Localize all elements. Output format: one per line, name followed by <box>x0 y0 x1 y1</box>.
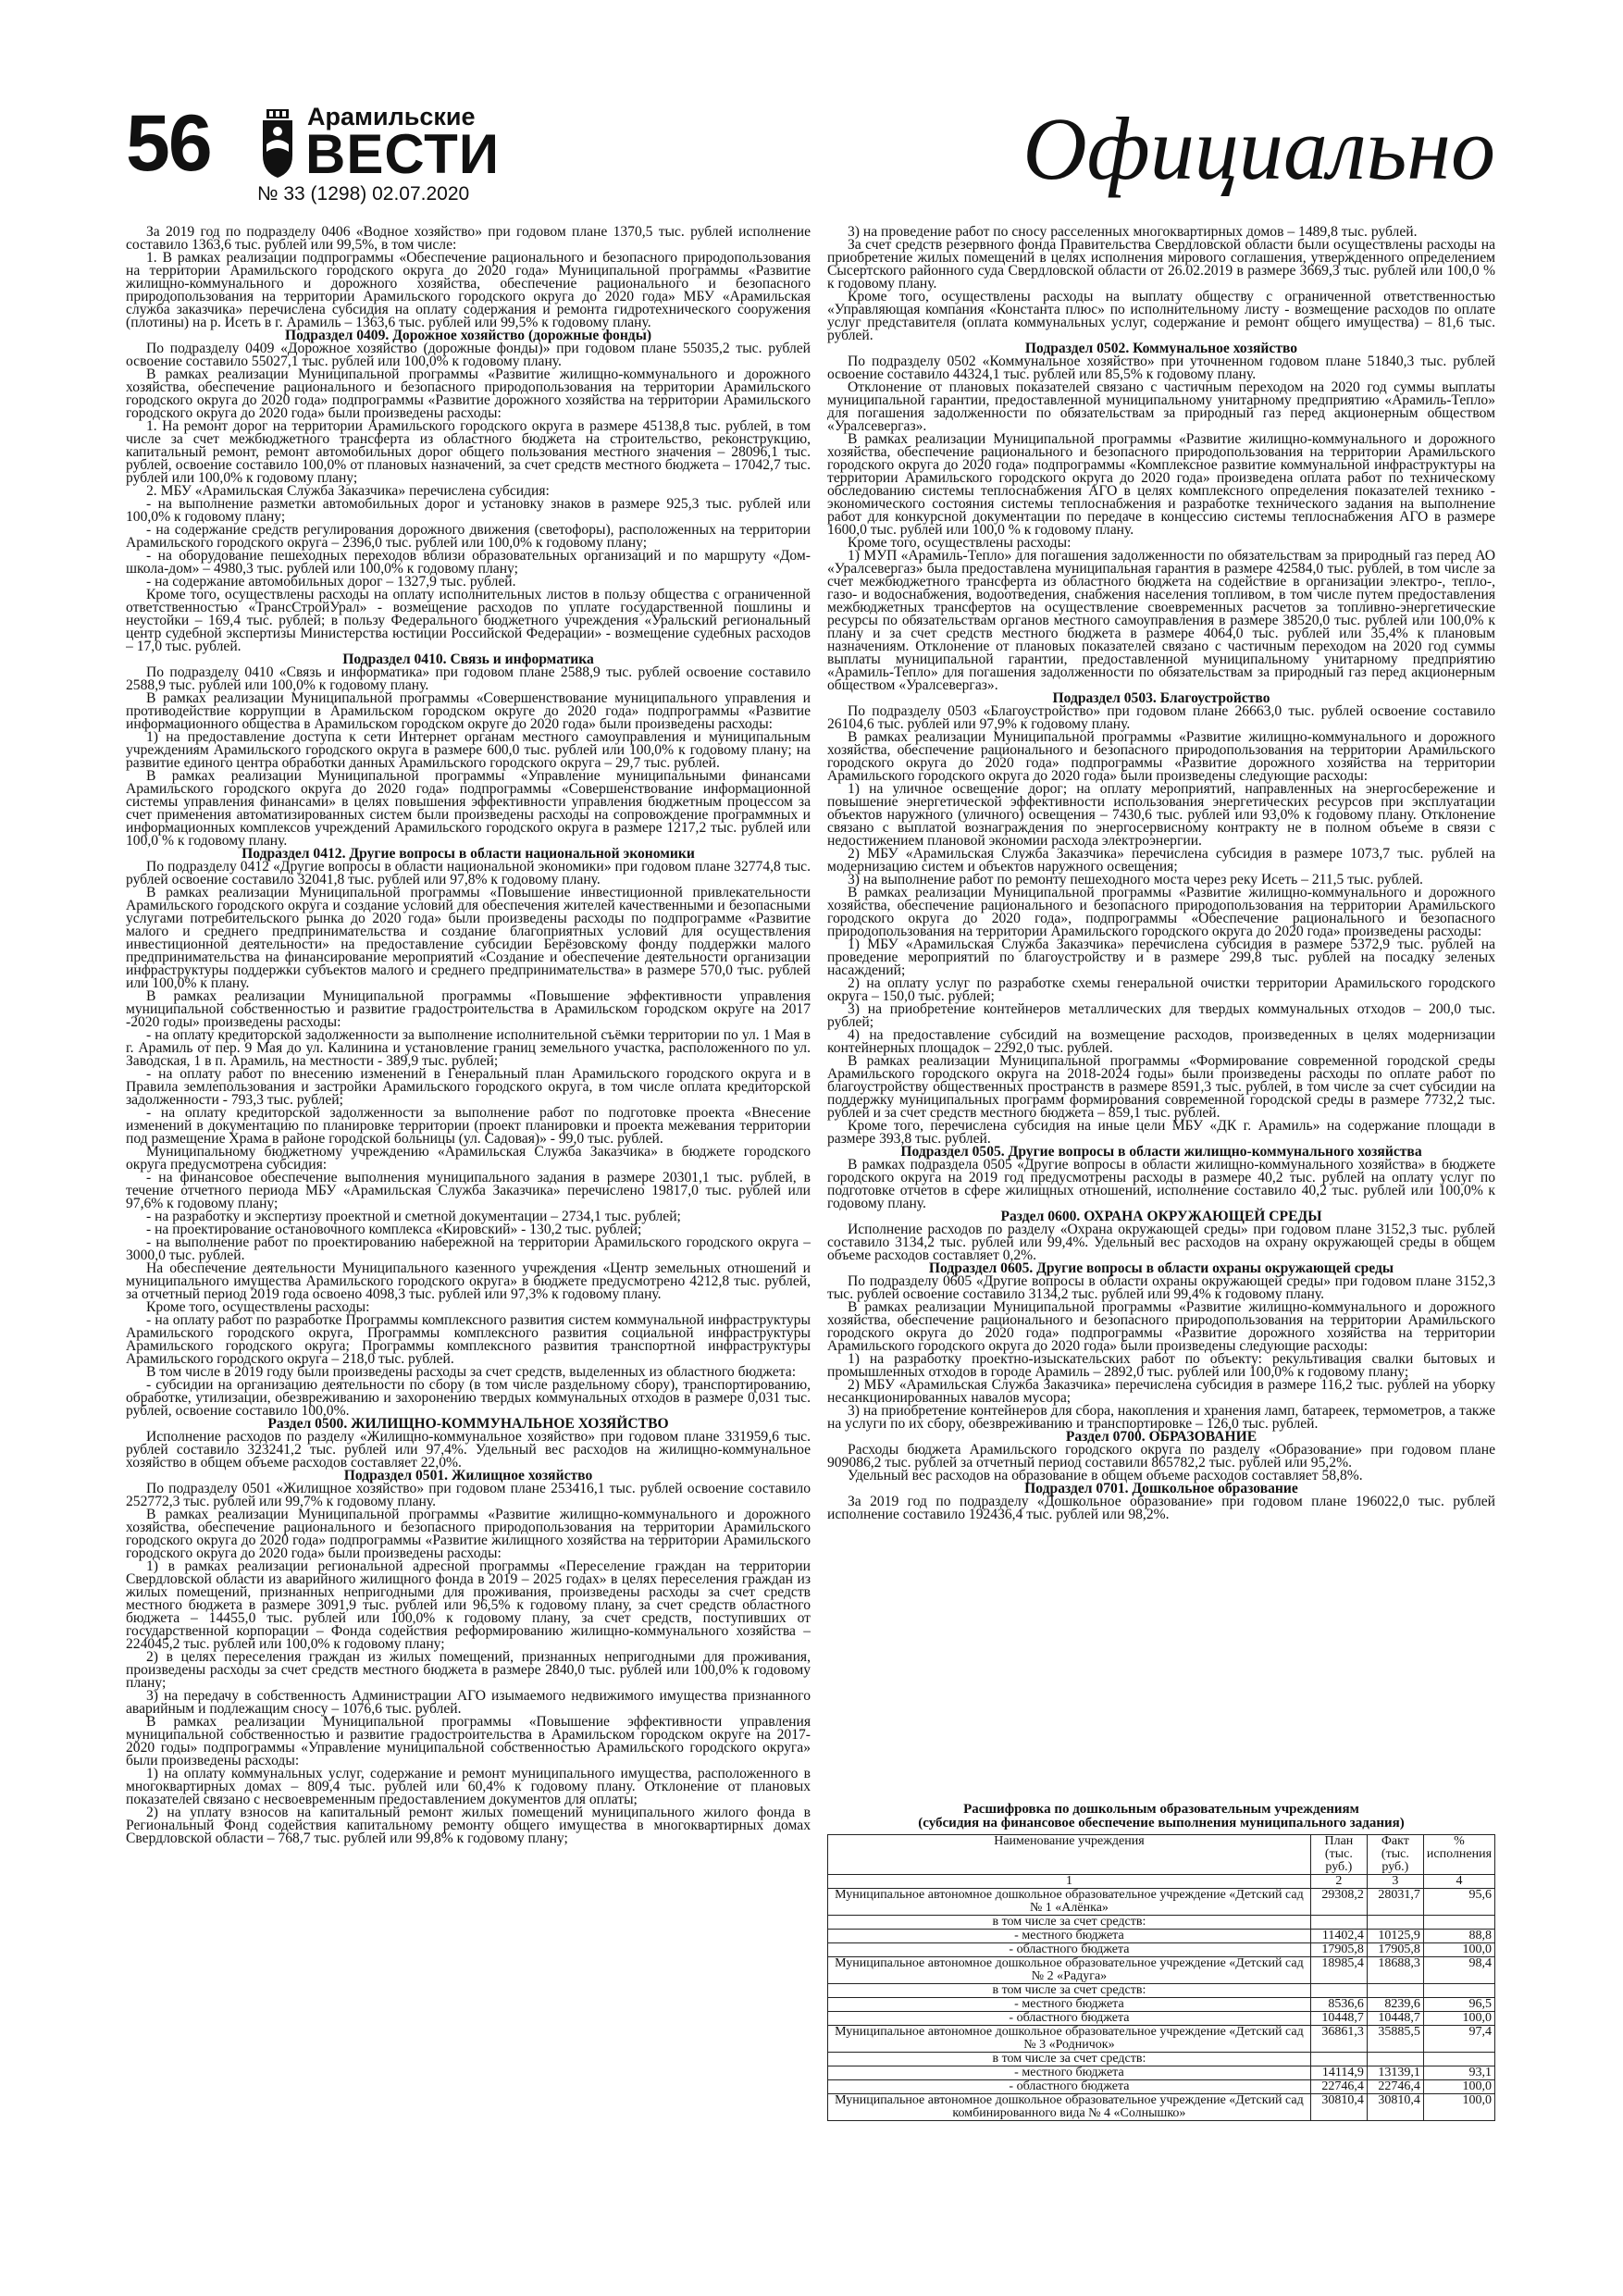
cell-fact: 22746,4 <box>1367 2080 1423 2094</box>
paragraph: 1) на разработку проектно-изыскательских работ по объекту: рекультивация свалки бытовых и промышленных отходов в городе Арамиль – 2892,0 тыс. рублей или 100,0% к годовому плану; <box>827 1351 1495 1380</box>
section-heading: Подраздел 0503. Благоустройство <box>1052 690 1270 706</box>
table-row <box>828 1998 1495 2012</box>
table-row <box>828 2053 1495 2066</box>
cell-name: - местного бюджета <box>828 1998 1311 2012</box>
paragraph: - субсидии на организацию деятельности по сбору (в том числе раздельному сбору), транспортированию, обработке, утилизации, обезвреживанию и захоронению твердых коммунальных отходов в размере 0,031 тыс. рублей, освоение составило 100,0%. <box>126 1377 811 1419</box>
paragraph: В рамках реализации Муниципальной программы «Повышение эффективности управления муниципальной собственностью и развитие градостроительства в Арамильском городском округе на 2017 -2020 годы» произведены расходы: <box>126 988 811 1030</box>
table-row <box>828 2026 1495 2053</box>
cell-percent <box>1423 1916 1494 1930</box>
col-number: 1 <box>828 1875 1311 1889</box>
table-row <box>828 1916 1495 1930</box>
cell-name: - областного бюджета <box>828 2012 1311 2026</box>
paragraph: 2) в целях переселения граждан из жилых помещений, признанных непригодными для проживания, произведены расходы за счет средств местного бюджета в размере 2840,0 тыс. рублей или 100,0% к годовому плану; <box>126 1649 811 1691</box>
paragraph: - на оплату работ по внесению изменений в Генеральный план Арамильского городского округа и в Правила землепользования и застройки Арамильского городского округа, в том числе оплата кредиторской задолженности - 793,3 тыс. рублей; <box>126 1066 811 1108</box>
paragraph: В том числе в 2019 году были произведены расходы за счет средств, выделенных из областного бюджета: <box>146 1364 797 1380</box>
table-row <box>828 1984 1495 1998</box>
paragraph: Кроме того, осуществлены расходы на оплату исполнительных листов в пользу общества с ограниченной ответственностью «ТрансСтройУрал» - возмещение расходов по уплате государственной пошлины и неустойки – 169,4 тыс. рублей; в пользу Федерального бюджетного учреждения «Уральский региональный центр судебной экспертизы Министерства юстиции Российской Федерации» - возмещение судебных расходов – 17,0 тыс. рублей. <box>126 587 811 654</box>
table-body <box>828 1889 1495 2121</box>
cell-percent: 93,1 <box>1423 2066 1494 2080</box>
issue-number: № 33 (1298) 02.07.2020 <box>257 183 470 205</box>
paragraph: - на содержание средств регулирования дорожного движения (светофоры), расположенных на территории Арамильского городского округа – 2396,0 тыс. рублей или 100,0% к годовому плану; <box>126 522 811 551</box>
paragraph: За счет средств резервного фонда Правительства Свердловской области были осуществлены расходы на приобретение жилых помещений в целях исполнения мирового соглашения, утвержденного определением Сысертского районного суда Свердловской области от 26.02.2019 в размере 3669,3 тыс. рублей или 100,0 % к годовому плану. <box>827 237 1495 292</box>
cell-name: в том числе за счет средств: <box>828 1916 1311 1930</box>
masthead <box>126 99 1495 205</box>
section-heading: Подраздел 0505. Другие вопросы в области жилищно-коммунального хозяйства <box>900 1144 1422 1160</box>
section-heading: Подраздел 0605. Другие вопросы в области охраны окружающей среды <box>928 1260 1394 1276</box>
paragraph: В рамках реализации Муниципальной программы «Развитие жилищно-коммунального и дорожного хозяйства, обеспечение рационального и безопасного природопользования на территории Арамильского городского округа до 2020 года» подпрограммы «Комплексное развитие коммунальной инфраструктуры на территории Арамильского городского округа до 2020 года» произведена оплата работ по техническому обследованию системы теплоснабжения АГО в целях комплексного определения показателей технико - экономического состояния системы теплоснабжения и разработке технического задания на выполнение работ для конкурсной документации по передаче в концессию системы теплоснабжения АГО в размере 1600,0 тыс. рублей или 100,0 % к годовому плану. <box>827 431 1495 538</box>
paragraph: По подразделу 0409 «Дорожное хозяйство (дорожные фонды)» при годовом плане 55035,2 тыс. рублей освоение составило 55027,1 тыс. рублей или 100,0% к годовому плану. <box>126 341 811 369</box>
cell-plan: 36861,3 <box>1310 2026 1367 2053</box>
paragraph: - на оборудование пешеходных переходов вблизи образовательных организаций и по маршруту «Дом-школа-дом» – 4980,3 тыс. рублей или 100,0% к годовому плану; <box>126 548 811 577</box>
cell-name: - областного бюджета <box>828 1943 1311 1957</box>
paragraph: - на выполнение работ по проектированию набережной на территории Арамильского городского округа – 3000,0 тыс. рублей. <box>126 1235 811 1263</box>
paragraph: 3) на выполнение работ по ремонту пешеходного моста через реку Исеть – 211,5 тыс. рублей. <box>848 872 1423 887</box>
section-heading: Подраздел 0410. Связь и информатика <box>342 652 594 667</box>
cell-fact: 30810,4 <box>1367 2094 1423 2121</box>
table-row <box>828 1930 1495 1943</box>
paragraph: По подразделу 0410 «Связь и информатика» при годовом плане 2588,9 тыс. рублей освоение составило 2588,9 тыс. рублей или 100,0% к годовому плану. <box>126 664 811 693</box>
cell-name: - местного бюджета <box>828 1930 1311 1943</box>
paragraph: 1. На ремонт дорог на территории Арамильского городского округа в размере 45138,8 тыс. рублей, в том числе за счет межбюджетного трансферта из областного бюджета на строительство, реконструкцию, капитальный ремонт, ремонт автомобильных дорог общего пользования местного значения – 28096,1 тыс. рублей, освоение составило 100,0% от плановых назначений, за счет средств местного бюджета – 17042,7 тыс. рублей или 100,0% к годовому плану; <box>126 418 811 486</box>
section-heading: Раздел 0700. ОБРАЗОВАНИЕ <box>1065 1429 1258 1445</box>
table-row <box>828 1957 1495 1984</box>
cell-plan: 29308,2 <box>1310 1889 1367 1916</box>
cell-plan: 22746,4 <box>1310 2080 1367 2094</box>
cell-name: - местного бюджета <box>828 2066 1311 2080</box>
cell-plan: 11402,4 <box>1310 1930 1367 1943</box>
col-number: 4 <box>1423 1875 1494 1889</box>
paragraph: Кроме того, осуществлены расходы на выплату обществу с ограниченной ответственностью «Управляющая компания «Константа плюс» по исполнительному листу - возмещение расходов по оплате услуг представителя (оплата коммунальных услуг, содержание и ремонт общего имущества) – 81,6 тыс. рублей. <box>827 289 1495 343</box>
page-number: 56 <box>126 99 211 188</box>
cell-name: Муниципальное автономное дошкольное образовательное учреждение «Детский сад № 2 «Радуга» <box>828 1957 1311 1984</box>
cell-name: Муниципальное автономное дошкольное образовательное учреждение «Детский сад № 1 «Алёнка» <box>828 1889 1311 1916</box>
paragraph: Удельный вес расходов на образование в общем объеме расходов составляет 58,8%. <box>848 1468 1363 1483</box>
cell-fact: 18688,3 <box>1367 1957 1423 1984</box>
paragraph: 3) на приобретение контейнеров металлических для твердых коммунальных отходов – 200,0 тыс. рублей; <box>827 1001 1495 1030</box>
paragraph: - на оплату кредиторской задолженности за выполнение работ по подготовке проекта «Внесение изменений в документацию по планировке территории (проект планировки и проекта межевания территории под размещение Храма в районе городской больницы (ул. Садовая)» - 99,0 тыс. рублей. <box>126 1105 811 1147</box>
paragraph: Кроме того, осуществлены расходы: <box>848 535 1072 551</box>
cell-percent <box>1423 1984 1494 1998</box>
col-number: 2 <box>1310 1875 1367 1889</box>
cell-name: - областного бюджета <box>828 2080 1311 2094</box>
cell-plan: 10448,7 <box>1310 2012 1367 2026</box>
paragraph: - на проектирование остановочного комплекса «Кировский» - 130,2 тыс. рублей; <box>146 1222 642 1237</box>
cell-percent: 100,0 <box>1423 2094 1494 2121</box>
paragraph: По подразделу 0412 «Другие вопросы в области национальной экономики» при годовом плане 32774,8 тыс. рублей освоение составило 32041,8 тыс. рублей или 97,8% к годовому плану. <box>126 859 811 887</box>
cell-percent: 96,5 <box>1423 1998 1494 2012</box>
table-subcaption: (субсидия на финансовое обеспечение выполнения муниципального задания) <box>918 1816 1405 1831</box>
cell-percent: 88,8 <box>1423 1930 1494 1943</box>
table-row <box>828 2012 1495 2026</box>
cell-plan: 8536,6 <box>1310 1998 1367 2012</box>
cell-fact: 28031,7 <box>1367 1889 1423 1916</box>
header-name: Наименование учреждения <box>828 1835 1311 1875</box>
cell-fact: 10125,9 <box>1367 1930 1423 1943</box>
brand-main: ВЕСТИ <box>305 123 500 185</box>
header-percent: % исполнения <box>1423 1835 1494 1875</box>
paragraph: Исполнение расходов по разделу «Охрана окружающей среды» при годовом плане 3152,3 тыс. рублей составило 3134,2 тыс. рублей или 99,4%. Удельный вес расходов на охрану окружающей среды в общем объеме расходов составляет 0,2%. <box>827 1222 1495 1263</box>
cell-plan <box>1310 2053 1367 2066</box>
paragraph: Кроме того, перечислена субсидия на иные цели МБУ «ДК г. Арамиль» на содержание площади в размере 393,8 тыс. рублей. <box>827 1118 1495 1147</box>
brand-top: Арамильские <box>307 103 476 130</box>
paragraph: По подразделу 0503 «Благоустройство» при годовом плане 26663,0 тыс. рублей освоение составило 26104,6 тыс. рублей или 97,9% к годовому плану. <box>827 703 1495 732</box>
paragraph: В рамках реализации Муниципальной программы «Развитие жилищно-коммунального и дорожного хозяйства, обеспечение рационального и безопасного природопользования на территории Арамильского городского округа до 2020 года» подпрограммы «Развитие дорожного хозяйства на территории Арамильского городского округа до 2020 года» были произведены расходы: <box>126 366 811 421</box>
section-title: Официально <box>1022 99 1495 198</box>
paragraph: 3) на приобретение контейнеров для сбора, накопления и хранения ламп, батареек, термометров, а также на услуги по их сбору, обезвреживанию и транспортировке – 126,0 тыс. рублей. <box>827 1403 1495 1432</box>
paragraph: 1. В рамках реализации подпрограммы «Обеспечение рационального и безопасного природопользования на территории Арамильского городского округа до 2020 года» Муниципальной программы «Развитие жилищно-коммунального и дорожного хозяйства, обеспечение рационального и безопасного природопользования на территории Арамильского городского округа до 2020 года» МБУ «Арамильская служба заказчика» перечислена субсидия на оплату содержания и ремонта гидротехнического сооружения (плотины) на р. Исеть в г. Арамиль – 1363,6 тыс. рублей или 99,5% к годовому плану. <box>126 250 811 330</box>
cell-percent: 95,6 <box>1423 1889 1494 1916</box>
section-heading: Подраздел 0409. Дорожное хозяйство (дорожные фонды) <box>284 328 652 343</box>
paragraph: - на финансовое обеспечение выполнения муниципального задания в размере 20301,1 тыс. рублей, в течение отчетного периода МБУ «Арамильская Служба Заказчика» перечислено 19817,0 тыс. рублей или 97,6% к годовому плану; <box>126 1170 811 1211</box>
cell-fact <box>1367 2053 1423 2066</box>
table-number-row <box>828 1875 1495 1889</box>
cell-plan: 14114,9 <box>1310 2066 1367 2080</box>
newspaper-logo <box>257 104 590 187</box>
section-heading: Подраздел 0501. Жилищное хозяйство <box>343 1468 593 1483</box>
cell-fact <box>1367 1916 1423 1930</box>
cell-percent: 100,0 <box>1423 1943 1494 1957</box>
section-heading: Подраздел 0502. Коммунальное хозяйство <box>1024 341 1298 356</box>
section-heading: Раздел 0500. ЖИЛИЩНО-КОММУНАЛЬНОЕ ХОЗЯЙСТВО <box>267 1416 669 1432</box>
paragraph: 3) на проведение работ по сносу расселенных многоквартирных домов – 1489,8 тыс. рублей. <box>848 226 1418 240</box>
cell-name: в том числе за счет средств: <box>828 2053 1311 2066</box>
table-header-row <box>828 1835 1495 1875</box>
cell-fact: 8239,6 <box>1367 1998 1423 2012</box>
paragraph: 1) на предоставление доступа к сети Интернет органам местного самоуправления и муниципальным учреждениям Арамильского городского округа в размере 600,0 тыс. рублей или 100,0% к годовому плану; на развитие единого центра обработки данных Арамильского городского округа – 29,7 тыс. рублей. <box>126 729 811 771</box>
table-row <box>828 1889 1495 1916</box>
left-column <box>126 226 811 2206</box>
cell-percent: 98,4 <box>1423 1957 1494 1984</box>
paragraph: - на выполнение разметки автомобильных дорог и установку знаков в размере 925,3 тыс. рублей или 100,0% к годовому плану; <box>126 496 811 525</box>
paragraph: Расходы бюджета Арамильского городского округа по разделу «Образование» при годовом плане 909086,2 тыс. рублей за отчетный период составили 865782,2 тыс. рублей или 95,2%. <box>827 1442 1495 1471</box>
paragraph: За 2019 год по подразделу «Дошкольное образование» при годовом плане 196022,0 тыс. рублей исполнение составило 192436,4 тыс. рублей или 98,2%. <box>827 1494 1495 1522</box>
cell-plan: 30810,4 <box>1310 2094 1367 2121</box>
cell-fact: 13139,1 <box>1367 2066 1423 2080</box>
cell-plan: 17905,8 <box>1310 1943 1367 1957</box>
cell-plan <box>1310 1916 1367 1930</box>
paragraph: На обеспечение деятельности Муниципального казенного учреждения «Центр земельных отношений и муниципального имущества Арамильского городского округа» в бюджете предусмотрено 4212,8 тыс. рублей, за отчетный период 2019 года освоено 4098,3 тыс. рублей или 97,3% к годовому плану. <box>126 1260 811 1302</box>
cell-percent: 100,0 <box>1423 2012 1494 2026</box>
paragraph: По подразделу 0501 «Жилищное хозяйство» при годовом плане 253416,1 тыс. рублей освоение составило 252772,3 тыс. рублей или 99,7% к годовому плану. <box>126 1481 811 1509</box>
paragraph: 1) в рамках реализации региональной адресной программы «Переселение граждан на территории Свердловской области из аварийного жилищного фонда в 2019 – 2025 годах» в целях переселения граждан из жилых помещений, признанных непригодными для проживания, произведены расходы за счет средств местного бюджета в размере 3091,9 тыс. рублей или 96,5% к годовому плану, за счет средств областного бюджета – 14455,0 тыс. рублей или 100,0% к годовому плану, за счет средств, поступивших от государственной корпорации – Фонда содействия реформированию жилищно-коммунального хозяйства – 224045,2 тыс. рублей или 100,0% к годовому плану; <box>126 1558 811 1652</box>
paragraph: 2) на оплату услуг по разработке схемы генеральной очистки территории Арамильского городского округа – 150,0 тыс. рублей; <box>827 975 1495 1004</box>
paragraph: Отклонение от плановых показателей связано с частичным переходом на 2020 год суммы выплаты муниципальной гарантии, предоставленной муниципальному унитарному предприятию «Арамиль-Тепло» для погашения задолженности по обязательствам за природный газ перед акционерным обществом «Уралсевергаз». <box>827 379 1495 434</box>
cell-percent: 100,0 <box>1423 2080 1494 2094</box>
paragraph: 2) МБУ «Арамильская Служба Заказчика» перечислена субсидия в размере 1073,7 тыс. рублей на модернизацию систем и объектов наружного освещения; <box>827 846 1495 875</box>
paragraph: В рамках реализации Муниципальной программы «Развитие жилищно-коммунального и дорожного хозяйства, обеспечение рационального и безопасного природопользования на территории Арамильского городского округа до 2020 года» подпрограммы «Развитие дорожного хозяйства на территории Арамильского городского округа до 2020 года» были произведены следующие расходы: <box>827 1299 1495 1354</box>
paragraph: - на оплату кредиторской задолженности за выполнение исполнительной съёмки территории по ул. 1 Мая в г. Арамиль от пер. 9 Мая до ул. Калинина и установление границ земельного участка, расположенного по ул. Заводская, 1 в п. Арамиль, на местности - 389,9 тыс. рублей; <box>126 1027 811 1069</box>
paragraph: 1) на уличное освещение дорог; на оплату мероприятий, направленных на энергосбережение и повышение энергетической эффективности использования энергетических ресурсов при эксплуатации объектов наружного (уличного) освещения – 7430,6 тыс. рублей или 93,0% к годовому плану. Отклонение связано с выплатой вознаграждения по энергосервисному контракту не в полном объеме в связи с недостижением плановой экономии расхода электроэнергии. <box>827 781 1495 849</box>
cell-fact: 17905,8 <box>1367 1943 1423 1957</box>
paragraph: - на оплату работ по разработке Программы комплексного развития систем коммунальной инфраструктуры Арамильского городского округа, Программы комплексного развития социальной инфраструктуры Арамильского городского округа; Программы комплексного развития транспортной инфраструктуры Арамильского городского округа – 218,0 тыс. рублей. <box>126 1312 811 1367</box>
cell-plan <box>1310 1984 1367 1998</box>
cell-percent: 97,4 <box>1423 2026 1494 2053</box>
paragraph: В рамках реализации Муниципальной программы «Управление муниципальными финансами Арамильского городского округа до 2020 года» подпрограммы «Совершенствование информационной системы управления финансами» в целях повышения эффективности управления бюджетным процессом за счет применения автоматизированных систем были произведены расходы на сопровождение программных и информационных комплексов учреждений Арамильского городского округа в размере 1217,2 тыс. рублей или 100,0 % к годовому плану. <box>126 768 811 849</box>
table-row <box>828 1943 1495 1957</box>
cell-fact: 35885,5 <box>1367 2026 1423 2053</box>
paragraph: Исполнение расходов по разделу «Жилищно-коммунальное хозяйство» при годовом плане 331959,6 тыс. рублей составило 323241,2 тыс. рублей или 97,4%. Удельный вес расходов на жилищно-коммунальное хозяйство в общем объеме расходов составляет 22,0%. <box>126 1429 811 1471</box>
cell-fact <box>1367 1984 1423 1998</box>
paragraph: 1) на оплату коммунальных услуг, содержание и ремонт муниципального имущества, расположенного в многоквартирных домах – 809,4 тыс. рублей или 60,4% к годовому плану. Отклонение от плановых показателей связано с несвоевременным предоставлением документов для оплаты; <box>126 1766 811 1807</box>
kindergarten-table-block <box>827 1803 1495 2121</box>
paragraph: В рамках подраздела 0505 «Другие вопросы в области жилищно-коммунального хозяйства» в бюджете городского округа на 2019 год предусмотрены расходы в размере 40,2 тыс. рублей на оплату услуг по подготовке отчетов в сфере жилищных отношений, исполнение составило 40,2 тыс. рублей или 100,0% к годовому плану. <box>827 1157 1495 1211</box>
paragraph: - на разработку и экспертизу проектной и сметной документации – 2734,1 тыс. рублей; <box>146 1209 681 1224</box>
paragraph: 1) МБУ «Арамильская Служба Заказчика» перечислена субсидия в размере 5372,9 тыс. рублей на проведение мероприятий по благоустройству и в размере 299,8 тыс. рублей на посадку зеленых насаждений; <box>827 937 1495 978</box>
cell-name: Муниципальное автономное дошкольное образовательное учреждение «Детский сад № 3 «Родничок» <box>828 2026 1311 2053</box>
kindergarten-table <box>827 1834 1495 2121</box>
paragraph: 2. МБУ «Арамильская Служба Заказчика» перечислена субсидия: <box>146 483 550 499</box>
paragraph: 4) на предоставление субсидий на возмещение расходов, произведенных в целях модернизации контейнерных площадок – 2292,0 тыс. рублей. <box>827 1027 1495 1056</box>
paragraph: По подразделу 0502 «Коммунальное хозяйство» при уточненном годовом плане 51840,3 тыс. рублей освоение составило 44324,1 тыс. рублей или 85,5% к годовому плану. <box>827 354 1495 382</box>
cell-fact: 10448,7 <box>1367 2012 1423 2026</box>
cell-name: в том числе за счет средств: <box>828 1984 1311 1998</box>
paragraph: 2) МБУ «Арамильская Служба Заказчика» перечислена субсидия в размере 116,2 тыс. рублей на уборку несанкционированных навалов мусора; <box>827 1377 1495 1406</box>
col-number: 3 <box>1367 1875 1423 1889</box>
paragraph: В рамках реализации Муниципальной программы «Развитие жилищно-коммунального и дорожного хозяйства, обеспечение рационального и безопасного природопользования на территории Арамильского городского округа до 2020 года», подпрограммы «Обеспечение рационального и безопасного природопользования на территории Арамильского городского округа до 2020 года» произведены расходы: <box>827 885 1495 939</box>
table-row <box>828 2080 1495 2094</box>
header-fact: Факт (тыс. руб.) <box>1367 1835 1423 1875</box>
paragraph: - на содержание автомобильных дорог – 1327,9 тыс. рублей. <box>146 574 516 590</box>
paragraph: В рамках реализации Муниципальной программы «Формирование современной городской среды Арамильского городского округа на 2018-2024 годы» были произведены расходы по оплате работ по благоустройству общественных пространств в размере 8591,3 тыс. рублей, в том числе за счет субсидии на поддержку муниципальных программ формирования современной городской среды в размере 7732,2 тыс. рублей и за счет средств местного бюджета – 859,1 тыс. рублей. <box>827 1053 1495 1121</box>
table-row <box>828 2066 1495 2080</box>
cell-percent <box>1423 2053 1494 2066</box>
paragraph: По подразделу 0605 «Другие вопросы в области охраны окружающей среды» при годовом плане 3152,3 тыс. рублей освоение составило 3134,2 тыс. рублей или 99,4% к годовому плану. <box>827 1273 1495 1302</box>
right-column <box>827 226 1495 1706</box>
paragraph: 1) МУП «Арамиль-Тепло» для погашения задолженности по обязательствам за природный газ перед АО «Уралсевергаз» была предоставлена муниципальная гарантия в размере 42584,0 тыс. рублей, в том числе за счет межбюджетного трансферта из областного бюджета на содействие в организации электро-, тепло-, газо- и водоснабжения, водоотведения, снабжения населения топливом, в том числе путем предоставления межбюджетных трансфертов на осуществление своевременных расчетов за топливно-энергетические ресурсы по обязательствам органов местного самоуправления в размере 38520,0 тыс. рублей или 100,0% к плану и за счет средств местного бюджета в размере 4064,0 тыс. рублей или 35,4% к плановым назначениям. Отклонение от плановых показателей связано с частичным переходом на 2020 год суммы выплаты муниципальной гарантии, предоставленной муниципальному унитарному предприятию «Арамиль-Тепло» для погашения задолженности по обязательствам за природный газ перед акционерным обществом «Уралсевергаз». <box>827 548 1495 693</box>
header-plan: План (тыс. руб.) <box>1310 1835 1367 1875</box>
paragraph: Кроме того, осуществлены расходы: <box>146 1299 370 1315</box>
table-caption: Расшифровка по дошкольным образовательным учреждениям <box>963 1802 1359 1817</box>
section-heading: Подраздел 0412. Другие вопросы в области национальной экономики <box>242 846 695 862</box>
section-heading: Подраздел 0701. Дошкольное образование <box>1024 1481 1298 1496</box>
paragraph: За 2019 год по подразделу 0406 «Водное хозяйство» при годовом плане 1370,5 тыс. рублей исполнение составило 1363,6 тыс. рублей или 99,5%, в том числе: <box>126 226 811 253</box>
paragraph: В рамках реализации Муниципальной программы «Повышение инвестиционной привлекательности Арамильского городского округа и создание условий для обеспечения жителей качественными и безопасными услугами потребительского рынка до 2020 года» были произведены расходы по подпрограмме «Развитие малого и среднего предпринимательства и создание благоприятных условий для осуществления инвестиционной деятельности» на предоставление субсидии Берёзовскому фонду поддержки малого предпринимательства на финансирование мероприятий «Создание и обеспечение деятельности организации инфраструктуры поддержки субъектов малого и среднего предпринимательства» в размере 570,0 тыс. рублей или 100,0% к плану. <box>126 885 811 991</box>
cell-name: Муниципальное автономное дошкольное образовательное учреждение «Детский сад комбинированного вида № 4 «Солнышко» <box>828 2094 1311 2121</box>
cell-plan: 18985,4 <box>1310 1957 1367 1984</box>
crest-icon <box>257 107 298 180</box>
paragraph: В рамках реализации Муниципальной программы «Повышение эффективности управления муниципальной собственностью и развитие градостроительства в Арамильском городском округе на 2017-2020 годы» подпрограммы «Управление муниципальной собственностью Арамильского городского округа» были произведены расходы: <box>126 1714 811 1769</box>
section-heading: Раздел 0600. ОХРАНА ОКРУЖАЮЩЕЙ СРЕДЫ <box>1000 1209 1322 1224</box>
paragraph: В рамках реализации Муниципальной программы «Развитие жилищно-коммунального и дорожного хозяйства, обеспечение рационального и безопасного природопользования на территории Арамильского городского округа до 2020 года» подпрограммы «Развитие дорожного хозяйства на территории Арамильского городского округа до 2020 года» были произведены следующие расходы: <box>827 729 1495 784</box>
paragraph: В рамках реализации Муниципальной программы «Совершенствование муниципального управления и противодействие коррупции в Арамильском городском округе до 2020 года» подпрограммы «Развитие информационного общества в Арамильском городском округе до 2020 года» были произведены расходы: <box>126 690 811 732</box>
table-row <box>828 2094 1495 2121</box>
paragraph: В рамках реализации Муниципальной программы «Развитие жилищно-коммунального и дорожного хозяйства, обеспечение рационального и безопасного природопользования на территории Арамильского городского округа до 2020 года» подпрограммы «Развитие жилищного хозяйства на территории Арамильского городского округа до 2020 года» были произведены расходы: <box>126 1507 811 1561</box>
paragraph: 2) на уплату взносов на капитальный ремонт жилых помещений муниципального жилого фонда в Региональный Фонд содействия капитальному ремонту общего имущества в многоквартирных домах Свердловской области – 768,7 тыс. рублей или 99,8% к годовому плану; <box>126 1805 811 1846</box>
paragraph: Муниципальному бюджетному учреждению «Арамильская Служба Заказчика» в бюджете городского округа предусмотрена субсидия: <box>126 1144 811 1173</box>
paragraph: 3) на передачу в собственность Администрации АГО изымаемого недвижимого имущества признанного аварийным и подлежащим сносу – 1076,6 тыс. рублей. <box>126 1688 811 1717</box>
